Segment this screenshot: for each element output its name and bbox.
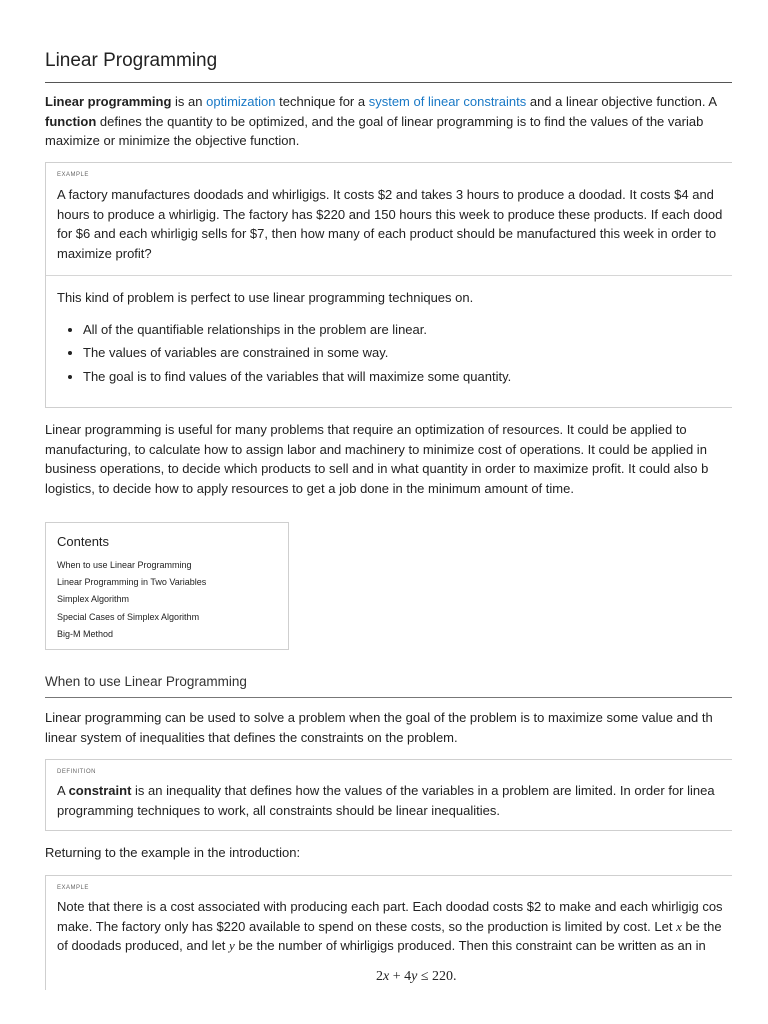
example-bullet-list — [57, 320, 732, 387]
page-title: Linear Programming — [45, 50, 218, 71]
returning-text: Returning to the example in the introduction: — [45, 845, 301, 860]
example-divider — [46, 275, 732, 276]
term-linear-programming: Linear programming — [45, 94, 172, 109]
section-divider — [45, 697, 732, 698]
example-tag: EXAMPLE — [57, 885, 89, 891]
math-var-x: x — [676, 918, 682, 934]
definition-tag: DEFINITION — [57, 769, 96, 775]
example-tag: EXAMPLE — [57, 172, 89, 178]
article — [45, 0, 732, 990]
intro-paragraph: Linear programming is an optimization technique for a system of linear constraints and a linear objective function. A function defines the quantity to be optimized, and the goal of linear programming is to find the values of the variab maximize or minimize the objective function. — [45, 94, 718, 148]
term-constraint: constraint — [68, 783, 132, 798]
section-paragraph: Linear programming can be used to solve a problem when the goal of the problem is to maximize some value and th linear system of inequalities that defines the constraints on the problem. — [45, 710, 713, 745]
example-box-1 — [45, 162, 732, 408]
example-constraint-text: Note that there is a cost associated with producing each part. Each doodad costs $2 to make and each whirligig cos make. The factory only has $220 available to spend on these costs, so the production is limited by cost. Let x be the of doodads produced, and let y be the number of whirligigs produced. Then this constraint can be written as an in — [57, 899, 723, 953]
list-item: • The goal is to find values of the variables that will maximize some quantity. — [83, 367, 732, 387]
link-optimization[interactable]: optimization — [206, 94, 276, 109]
example-box-2 — [45, 875, 732, 990]
toc-item-simplex[interactable]: Simplex Algorithm — [57, 594, 130, 605]
example-problem: A factory manufactures doodads and whirligigs. It costs $2 and takes 3 hours to produce a doodad. It costs $4 and hours to produce a whirligig. The factory has $220 and 150 hours this week to produce these products. If each dood for $6 and each whirligig sells for $7, then how many of each product should be manufactured this week in order to maximize profit? — [57, 187, 723, 261]
toc-list — [57, 557, 206, 643]
title-divider — [45, 82, 732, 83]
example-solution: This kind of problem is perfect to use linear programming techniques on. • All of the quantifiable relationships in the problem are linear. • The values of variables are constrained in some way. • The goal is to find values of the variables that will maximize some quantity. — [57, 288, 732, 390]
toc-item-two-variables[interactable]: Linear Programming in Two Variables — [57, 577, 207, 588]
term-function: function — [45, 113, 97, 129]
table-of-contents — [45, 522, 289, 650]
definition-text: A constraint is an inequality that defines how the values of the variables in a problem are limited. In order for linea programming techniques to work, all constraints should be linear inequalities. — [57, 783, 715, 818]
toc-item-big-m[interactable]: Big-M Method — [57, 628, 114, 639]
constraint-equation: 2x + 4y ≤ 220. — [376, 969, 457, 984]
toc-item-when-to-use[interactable]: When to use Linear Programming — [57, 560, 192, 570]
link-system-of-linear-constraints[interactable]: system of linear constraints — [368, 94, 527, 109]
math-var-y: y — [229, 938, 235, 953]
list-item: • All of the quantifiable relationships in the problem are linear. — [83, 320, 732, 340]
definition-box — [45, 759, 732, 831]
toc-title: Contents — [57, 534, 110, 549]
list-item: • The values of variables are constrained in some way. — [83, 343, 732, 363]
section-heading-when-to-use: When to use Linear Programming — [45, 674, 247, 689]
toc-item-special-cases[interactable]: Special Cases of Simplex Algorithm — [57, 611, 200, 622]
uses-paragraph: Linear programming is useful for many problems that require an optimization of resources. It could be applied to manufacturing, to calculate how to assign labor and machinery to minimize cost of operations. It could be applied in business operations, to decide which products to sell and in what quantity in order to maximize profit. It could also b logistics, to decide how to apply resources to get a job done in the minimum amount of time. — [45, 422, 709, 496]
